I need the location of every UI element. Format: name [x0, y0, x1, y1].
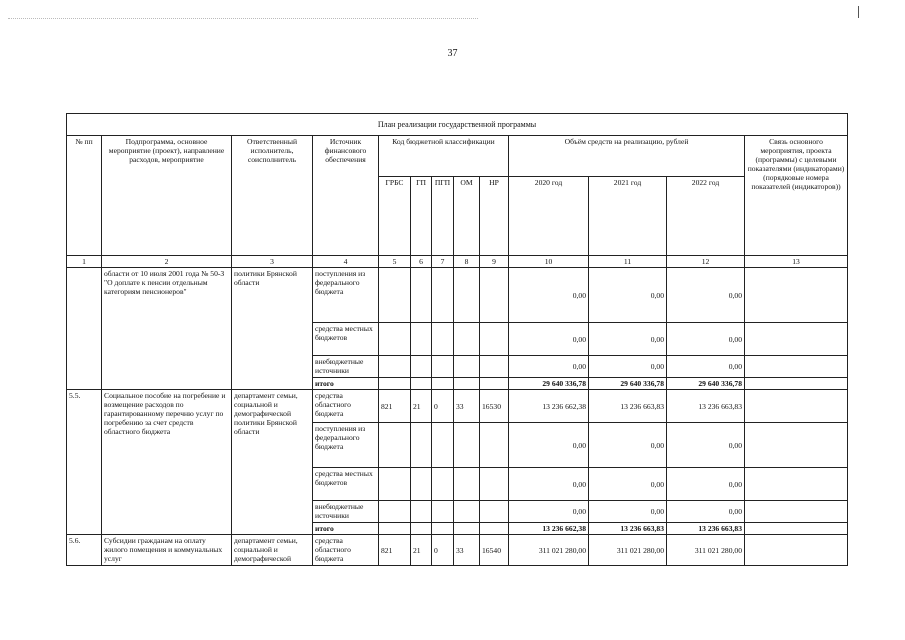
code-pgp: 0 — [432, 390, 454, 423]
indicator-link — [745, 356, 848, 378]
code-pgp — [432, 268, 454, 323]
funding-source: средства местных бюджетов — [313, 323, 379, 356]
amount-2022: 0,00 — [667, 501, 745, 523]
funding-source: средства областного бюджета — [313, 535, 379, 566]
row-number: 5.5. — [67, 390, 102, 535]
amount-2021: 0,00 — [589, 423, 667, 468]
amount-2022: 0,00 — [667, 423, 745, 468]
amount-2020: 0,00 — [509, 268, 589, 323]
column-number: 2 — [102, 256, 232, 268]
code-gp — [411, 423, 432, 468]
column-number: 7 — [432, 256, 454, 268]
indicator-link — [745, 390, 848, 423]
code-om — [454, 323, 480, 356]
plan-table — [66, 113, 848, 566]
code-nr — [480, 323, 509, 356]
code-nr — [480, 268, 509, 323]
funding-source: итого — [313, 523, 379, 535]
page-number: 37 — [447, 48, 458, 59]
code-grbs — [379, 378, 411, 390]
table-row — [67, 535, 848, 566]
scan-artifact-mark — [858, 6, 859, 18]
indicator-link — [745, 501, 848, 523]
code-grbs — [379, 323, 411, 356]
funding-source: средства местных бюджетов — [313, 468, 379, 501]
scan-artifact-line — [8, 18, 478, 19]
code-gp — [411, 268, 432, 323]
code-pgp — [432, 523, 454, 535]
indicator-link — [745, 468, 848, 501]
header-budget-code: Код бюджетной классификации — [379, 136, 509, 177]
responsible-executor: департамент семьи, социальной и демографической — [232, 535, 313, 566]
header-om: ОМ — [454, 177, 480, 256]
indicator-link — [745, 535, 848, 566]
header-subprogram: Подпрограмма, основное мероприятие (проект), направление расходов, мероприятие — [102, 136, 232, 256]
indicator-link — [745, 423, 848, 468]
code-nr — [480, 468, 509, 501]
amount-2021: 0,00 — [589, 468, 667, 501]
table-title: План реализации государственной программы — [67, 114, 848, 136]
header-2021: 2021 год — [589, 177, 667, 256]
code-gp — [411, 356, 432, 378]
code-gp — [411, 468, 432, 501]
amount-2022: 13 236 663,83 — [667, 390, 745, 423]
amount-2020: 311 021 280,00 — [509, 535, 589, 566]
code-grbs — [379, 523, 411, 535]
measure-name: Субсидии гражданам на оплату жилого помещения и коммунальных услуг — [102, 535, 232, 566]
amount-2021: 13 236 663,83 — [589, 523, 667, 535]
header-row — [67, 136, 848, 177]
funding-source: итого — [313, 378, 379, 390]
amount-2022: 0,00 — [667, 268, 745, 323]
amount-2021: 0,00 — [589, 268, 667, 323]
header-2020: 2020 год — [509, 177, 589, 256]
amount-2022: 0,00 — [667, 468, 745, 501]
amount-2020: 13 236 662,38 — [509, 523, 589, 535]
header-grbs: ГРБС — [379, 177, 411, 256]
header-pgp: ПГП — [432, 177, 454, 256]
code-gp — [411, 523, 432, 535]
column-number: 6 — [411, 256, 432, 268]
amount-2021: 0,00 — [589, 501, 667, 523]
code-grbs — [379, 356, 411, 378]
code-grbs — [379, 423, 411, 468]
funding-source: внебюджетные источники — [313, 501, 379, 523]
responsible-executor: департамент семьи, социальной и демографической политики Брянской области — [232, 390, 313, 535]
column-number: 1 — [67, 256, 102, 268]
code-pgp: 0 — [432, 535, 454, 566]
amount-2022: 0,00 — [667, 323, 745, 356]
code-grbs: 821 — [379, 535, 411, 566]
table-title-row — [67, 114, 848, 136]
header-gp: ГП — [411, 177, 432, 256]
measure-name: Социальное пособие на погребение и возмещение расходов по гарантированному перечню услуг по погребению за счет средств областного бюджета — [102, 390, 232, 535]
column-number: 9 — [480, 256, 509, 268]
funding-source: поступления из федерального бюджета — [313, 268, 379, 323]
amount-2022: 0,00 — [667, 356, 745, 378]
code-om — [454, 356, 480, 378]
code-grbs — [379, 468, 411, 501]
amount-2022: 311 021 280,00 — [667, 535, 745, 566]
column-number: 11 — [589, 256, 667, 268]
column-number: 5 — [379, 256, 411, 268]
code-nr — [480, 378, 509, 390]
code-nr: 16540 — [480, 535, 509, 566]
amount-2020: 0,00 — [509, 356, 589, 378]
code-grbs: 821 — [379, 390, 411, 423]
amount-2020: 0,00 — [509, 323, 589, 356]
amount-2020: 0,00 — [509, 468, 589, 501]
funding-source: внебюджетные источники — [313, 356, 379, 378]
amount-2021: 13 236 663,83 — [589, 390, 667, 423]
code-om: 33 — [454, 535, 480, 566]
amount-2022: 13 236 663,83 — [667, 523, 745, 535]
header-source: Источник финансового обеспечения — [313, 136, 379, 256]
amount-2020: 29 640 336,78 — [509, 378, 589, 390]
header-funds: Объём средств на реализацию, рублей — [509, 136, 745, 177]
code-gp: 21 — [411, 535, 432, 566]
amount-2020: 0,00 — [509, 423, 589, 468]
code-om — [454, 423, 480, 468]
code-grbs — [379, 501, 411, 523]
responsible-executor: политики Брянской области — [232, 268, 313, 390]
code-gp — [411, 323, 432, 356]
column-number: 12 — [667, 256, 745, 268]
code-pgp — [432, 356, 454, 378]
code-om — [454, 523, 480, 535]
code-pgp — [432, 378, 454, 390]
amount-2020: 13 236 662,38 — [509, 390, 589, 423]
code-pgp — [432, 423, 454, 468]
header-no: № пп — [67, 136, 102, 256]
column-number-row — [67, 256, 848, 268]
column-number: 8 — [454, 256, 480, 268]
column-number: 10 — [509, 256, 589, 268]
header-2022: 2022 год — [667, 177, 745, 256]
code-gp — [411, 501, 432, 523]
header-link: Связь основного мероприятия, проекта (программы) с целевыми показателями (индикаторами) (порядковые номера показателей (индикаторов)) — [745, 136, 848, 256]
code-pgp — [432, 323, 454, 356]
code-gp: 21 — [411, 390, 432, 423]
column-number: 13 — [745, 256, 848, 268]
table-row — [67, 268, 848, 323]
code-nr — [480, 501, 509, 523]
table-row — [67, 390, 848, 423]
header-nr: НР — [480, 177, 509, 256]
code-om — [454, 501, 480, 523]
amount-2020: 0,00 — [509, 501, 589, 523]
code-grbs — [379, 268, 411, 323]
header-executor: Ответственный исполнитель, соисполнитель — [232, 136, 313, 256]
amount-2022: 29 640 336,78 — [667, 378, 745, 390]
code-om — [454, 378, 480, 390]
amount-2021: 0,00 — [589, 323, 667, 356]
column-number: 4 — [313, 256, 379, 268]
code-gp — [411, 378, 432, 390]
code-nr — [480, 423, 509, 468]
code-om — [454, 468, 480, 501]
amount-2021: 0,00 — [589, 356, 667, 378]
funding-source: средства областного бюджета — [313, 390, 379, 423]
amount-2021: 311 021 280,00 — [589, 535, 667, 566]
code-pgp — [432, 501, 454, 523]
code-nr — [480, 356, 509, 378]
code-nr: 16530 — [480, 390, 509, 423]
code-om — [454, 268, 480, 323]
indicator-link — [745, 523, 848, 535]
code-pgp — [432, 468, 454, 501]
measure-name: области от 10 июля 2001 года № 50-З "О доплате к пенсии отдельным категориям пенсионеров" — [102, 268, 232, 390]
funding-source: поступления из федерального бюджета — [313, 423, 379, 468]
code-nr — [480, 523, 509, 535]
indicator-link — [745, 323, 848, 356]
column-number: 3 — [232, 256, 313, 268]
row-number — [67, 268, 102, 390]
amount-2021: 29 640 336,78 — [589, 378, 667, 390]
code-om: 33 — [454, 390, 480, 423]
indicator-link — [745, 268, 848, 323]
indicator-link — [745, 378, 848, 390]
row-number: 5.6. — [67, 535, 102, 566]
